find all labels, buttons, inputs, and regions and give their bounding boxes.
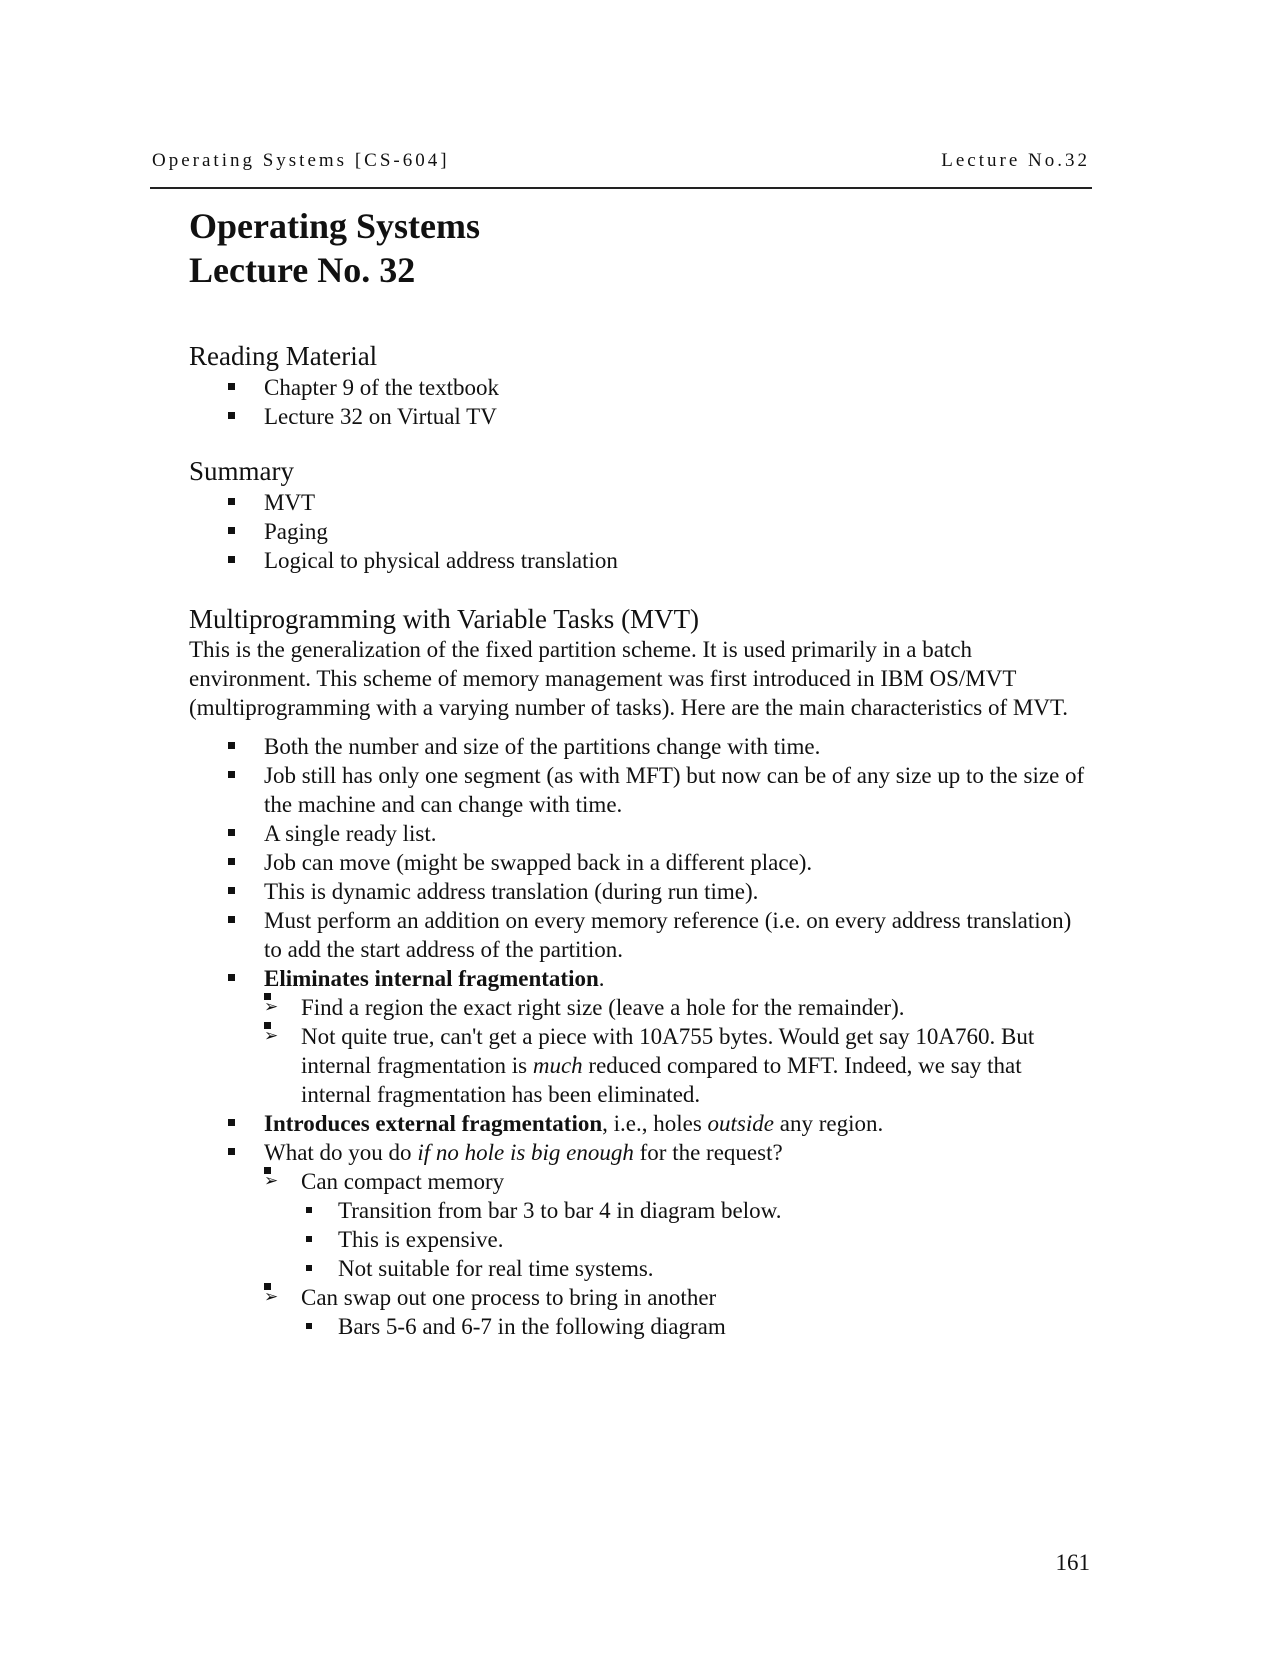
- list-item: A single ready list.: [189, 819, 1094, 848]
- course-label: Operating Systems [CS-604]: [152, 150, 450, 171]
- arrow-item-label: Can swap out one process to bring in another: [301, 1285, 717, 1310]
- arrow-item: ➢ Find a region the exact right size (leave a hole for the remainder).: [264, 993, 1094, 1022]
- page-title: [189, 204, 480, 292]
- arrow-item-label: Can compact memory: [301, 1169, 505, 1194]
- sub-list-container: [189, 993, 1094, 1109]
- list-item: Job can move (might be swapped back in a different place).: [189, 848, 1094, 877]
- list-item-internal-fragmentation: [189, 964, 1094, 993]
- bold-text: Introduces external fragmentation: [264, 1111, 603, 1136]
- arrow-list: [264, 1167, 1094, 1341]
- reading-heading: Reading Material: [189, 341, 378, 371]
- main-content: [189, 340, 1094, 1341]
- list-item: Lecture 32 on Virtual TV: [189, 402, 1094, 431]
- title-line-1: Operating Systems: [189, 206, 480, 246]
- square-list: [301, 1312, 1094, 1341]
- sub-list-container: [189, 1167, 1094, 1341]
- inline-text: Not quite true, can't get a piece with 10A755 bytes. Would get say 10A760. But internal fragmentation is: [301, 1024, 1035, 1078]
- arrow-list: [264, 993, 1094, 1109]
- header-divider: [150, 187, 1092, 189]
- italic-text: much: [532, 1053, 583, 1078]
- list-item-no-hole: [189, 1138, 1094, 1167]
- running-header: [152, 150, 1090, 180]
- lecture-label: Lecture No.32: [941, 150, 1090, 171]
- arrow-item: [264, 1283, 1094, 1341]
- list-item: Must perform an addition on every memory reference (i.e. on every address translation) to add the start address of the partition.: [189, 906, 1094, 964]
- arrow-item: [264, 1167, 1094, 1283]
- list-item: Paging: [189, 517, 1094, 546]
- square-item: This is expensive.: [301, 1225, 1094, 1254]
- list-item: MVT: [189, 488, 1094, 517]
- mvt-characteristics-list: [189, 732, 1094, 1341]
- square-item: Not suitable for real time systems.: [301, 1254, 1094, 1283]
- square-item: Transition from bar 3 to bar 4 in diagram below.: [301, 1196, 1094, 1225]
- mvt-heading: Multiprogramming with Variable Tasks (MVT): [189, 604, 700, 634]
- italic-text: outside: [707, 1111, 774, 1136]
- inline-text: any region.: [774, 1111, 884, 1136]
- list-item: Logical to physical address translation: [189, 546, 1094, 575]
- page-number: 161: [1055, 1550, 1090, 1575]
- square-item: Bars 5-6 and 6-7 in the following diagram: [301, 1312, 1094, 1341]
- inline-text: .: [598, 966, 605, 991]
- italic-text: if no hole is big enough: [417, 1140, 634, 1165]
- list-item-external-fragmentation: [189, 1109, 1094, 1138]
- inline-text: reduced compared to MFT. Indeed, we say that internal fragmentation has been eliminated.: [301, 1053, 1022, 1107]
- inline-text: , i.e., holes: [602, 1111, 708, 1136]
- list-item: Job still has only one segment (as with MFT) but now can be of any size up to the size of the machine and can change with time.: [189, 761, 1094, 819]
- list-item: Chapter 9 of the textbook: [189, 373, 1094, 402]
- list-item: Both the number and size of the partitions change with time.: [189, 732, 1094, 761]
- bold-text: Eliminates internal fragmentation: [264, 966, 599, 991]
- arrow-item: [264, 1022, 1094, 1109]
- inline-text: What do you do: [264, 1140, 418, 1165]
- reading-list: [189, 373, 1094, 431]
- list-item: This is dynamic address translation (during run time).: [189, 877, 1094, 906]
- title-line-2: Lecture No. 32: [189, 250, 416, 290]
- summary-heading: Summary: [189, 456, 294, 486]
- summary-list: [189, 488, 1094, 575]
- mvt-intro: This is the generalization of the fixed partition scheme. It is used primarily in a batch environment. This scheme of memory management was first introduced in IBM OS/MVT (multiprogramming with a varying number of tasks). Here are the main characteristics of MVT.: [189, 637, 1069, 720]
- inline-text: for the request?: [633, 1140, 783, 1165]
- square-list: [301, 1196, 1094, 1283]
